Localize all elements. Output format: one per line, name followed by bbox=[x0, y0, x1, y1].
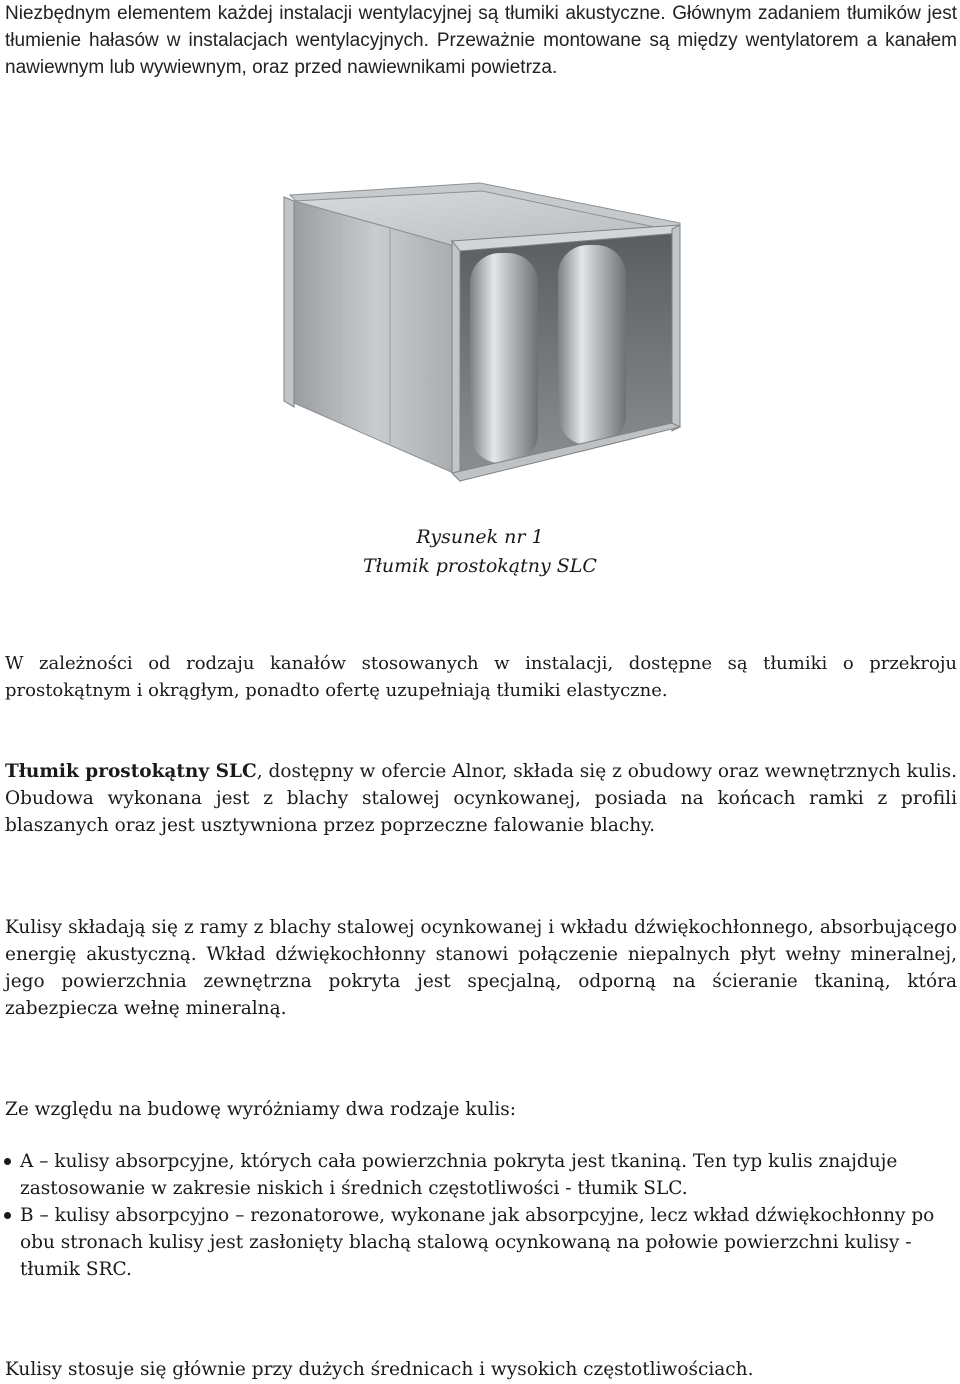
closing-paragraph: Kulisy stosuje się głównie przy dużych średnicach i wysokich częstotliwościach. bbox=[5, 1359, 754, 1380]
bullet-icon bbox=[4, 1212, 11, 1219]
silencer-types-paragraph: W zależności od rodzaju kanałów stosowanych w instalacji, dostępne są tłumiki o przekroju prostokątnym i okrągłym, ponadto ofertę uzupełniają tłumiki elastyczne. bbox=[5, 653, 957, 701]
figure-caption-title: Tłumik prostokątny SLC bbox=[363, 555, 597, 577]
bullet-icon bbox=[4, 1158, 11, 1165]
slc-bold-lead: Tłumik prostokątny SLC bbox=[5, 761, 257, 782]
list-item bbox=[20, 1148, 960, 1202]
list-item-text: A – kulisy absorpcyjne, których cała powierzchnia pokryta jest tkaniną. Ten typ kulis znajduje zastosowanie w zakresie niskich i średnich częstotliwości - tłumik SLC. bbox=[20, 1151, 898, 1199]
figure-caption-number: Rysunek nr 1 bbox=[416, 526, 544, 548]
baffles-paragraph: Kulisy składają się z ramy z blachy stalowej ocynkowanej i wkładu dźwiękochłonnego, absorbującego energię akustyczną. Wkład dźwiękochłonny stanowi połączenie niepalnych płyt wełny mineralnej, jego powierzchnia zewnętrzna pokryta jest specjalną, odporną na ścieranie tkaniną, która zabezpiecza wełnę mineralną. bbox=[5, 917, 957, 1019]
list-item bbox=[20, 1202, 960, 1283]
baffle-types-list bbox=[0, 1148, 960, 1283]
slc-description-text: , dostępny w ofercie Alnor, składa się z obudowy oraz wewnętrznych kulis. Obudowa wykonana jest z blachy stalowej ocynkowanej, posiada na końcach ramki z profili blaszanych oraz jest usztywniona przez poprzeczne falowanie blachy. bbox=[5, 761, 957, 836]
baffle-types-intro: Ze względu na budowę wyróżniamy dwa rodzaje kulis: bbox=[5, 1099, 517, 1120]
rectangular-silencer-illustration bbox=[270, 175, 700, 485]
slc-description-paragraph bbox=[5, 758, 957, 839]
list-item-text: B – kulisy absorpcyjno – rezonatorowe, wykonane jak absorpcyjne, lecz wkład dźwiękochłonny po obu stronach kulisy jest zasłonięty blachą stalową ocynkowaną na połowie powierzchni kulisy - tłumik SRC. bbox=[20, 1205, 935, 1280]
silencer-figure bbox=[270, 175, 700, 485]
intro-paragraph: Niezbędnym elementem każdej instalacji wentylacyjnej są tłumiki akustyczne. Głównym zadaniem tłumików jest tłumienie hałasów w instalacjach wentylacyjnych. Przeważnie montowane są między wentylatorem a kanałem nawiewnym lub wywiewnym, oraz przed nawiewnikami powietrza. bbox=[5, 3, 957, 78]
